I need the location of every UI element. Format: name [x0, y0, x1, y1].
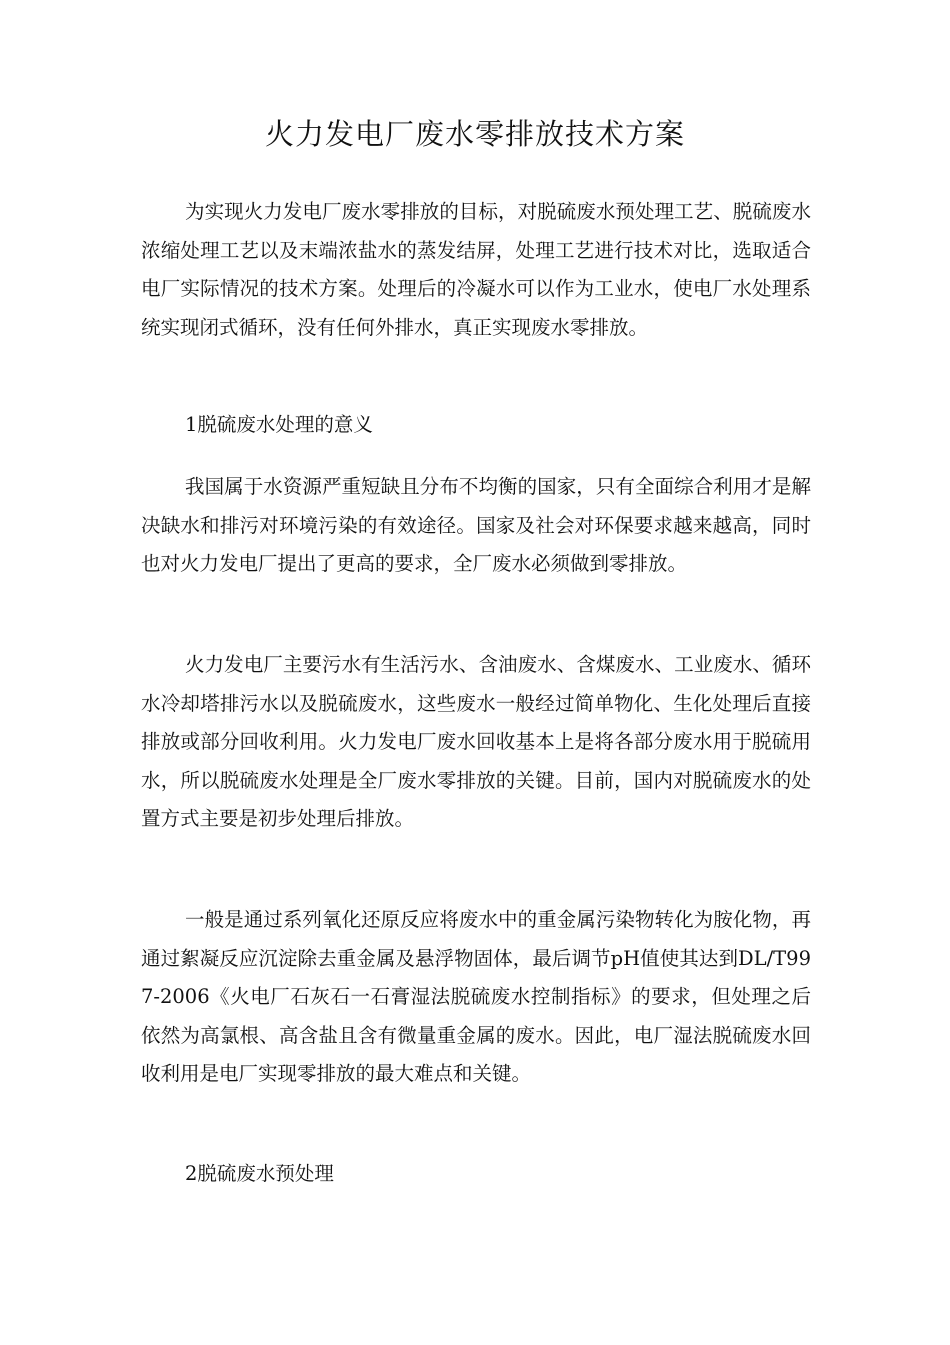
section-2-heading: 2脱硫废水预处理 — [185, 1162, 334, 1185]
section-1-paragraph-1: 我国属于水资源严重短缺且分布不均衡的国家，只有全面综合利用才是解决缺水和排污对环境污染的有效途径。国家及社会对环保要求越来越高，同时也对火力发电厂提出了更高的要求，全厂废水必须做到零排放。 — [141, 475, 811, 575]
document-title: 火力发电厂废水零排放技术方案 — [264, 117, 685, 151]
section-1-paragraph-3: 一般是通过系列氧化还原反应将废水中的重金属污染物转化为胺化物，再通过絮凝反应沉淀除去重金属及悬浮物固体，最后调节pH值使其达到DL/T997-2006《火电厂石灰石一石膏湿法脱硫废水控制指标》的要求，但处理之后依然为高氯根、高含盐且含有微量重金属的废水。因此，电厂湿法脱硫废水回收利用是电厂实现零排放的最大难点和关键。 — [141, 908, 811, 1085]
intro-paragraph: 为实现火力发电厂废水零排放的目标，对脱硫废水预处理工艺、脱硫废水浓缩处理工艺以及末端浓盐水的蒸发结屏，处理工艺进行技术对比，选取适合电厂实际情况的技术方案。处理后的冷凝水可以作为工业水，使电厂水处理系统实现闭式循环，没有任何外排水，真正实现废水零排放。 — [141, 200, 811, 339]
section-1-paragraph-2: 火力发电厂主要污水有生活污水、含油废水、含煤废水、工业废水、循环水冷却塔排污水以及脱硫废水，这些废水一般经过简单物化、生化处理后直接排放或部分回收利用。火力发电厂废水回收基本上是将各部分废水用于脱硫用水，所以脱硫废水处理是全厂废水零排放的关键。目前，国内对脱硫废水的处置方式主要是初步处理后排放。 — [141, 653, 811, 830]
section-1-heading: 1脱硫废水处理的意义 — [185, 413, 373, 436]
